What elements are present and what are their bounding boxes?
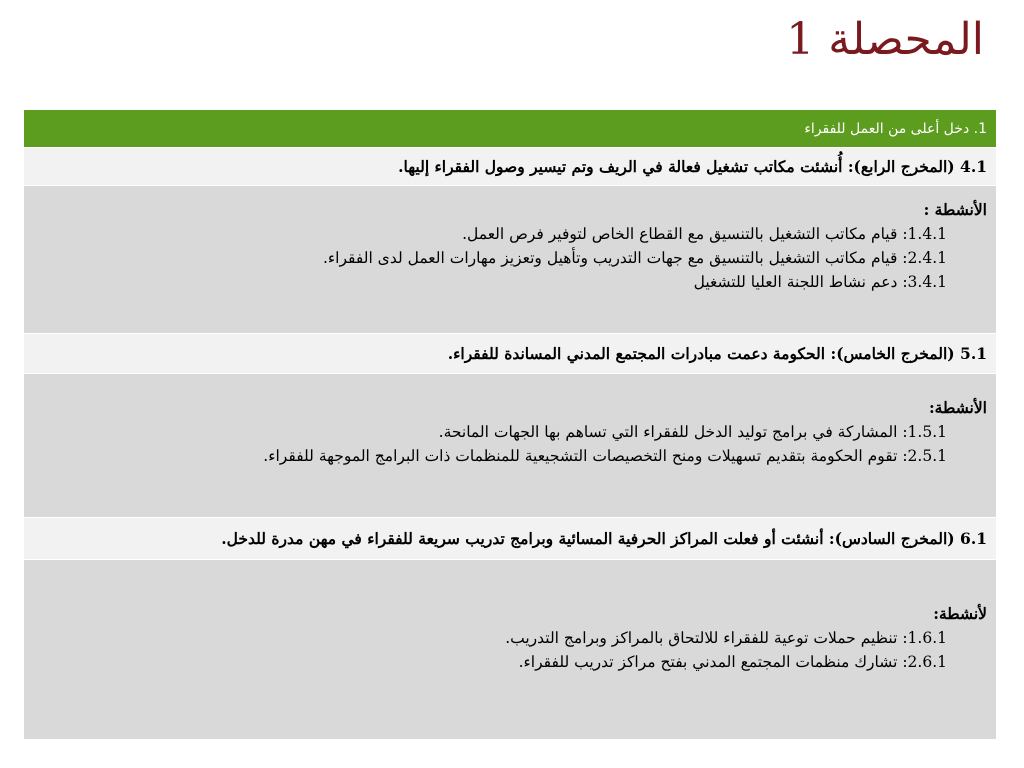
- activities-heading: لأنشطة:: [933, 604, 987, 623]
- output-text: 5.1 (المخرج الخامس): الحكومة دعمت مبادرات المجتمع المدني المساندة للفقراء.: [447, 344, 987, 363]
- activity-item: 3.4.1: دعم نشاط اللجنة العليا للتشغيل: [693, 273, 947, 291]
- output-row-6-1: [24, 518, 996, 560]
- activity-item: 2.6.1: تشارك منظمات المجتمع المدني بفتح مراكز تدريب للفقراء.: [518, 653, 947, 671]
- activities-row-6-1: [24, 560, 996, 740]
- output-text: 6.1 (المخرج السادس): أنشئت أو فعلت المراكز الحرفية المسائية وبرامج تدريب سريعة للفقراء في مهن مدرة للدخل.: [221, 529, 987, 548]
- activity-item: 2.5.1: تقوم الحكومة بتقديم تسهيلات ومنح التخصيصات التشجيعية للمنظمات ذات البرامج الموجهة للفقراء.: [263, 447, 947, 465]
- outcome-table: [24, 110, 996, 740]
- activity-item: 1.4.1: قيام مكاتب التشغيل بالتنسيق مع القطاع الخاص لتوفير فرص العمل.: [462, 225, 947, 243]
- table-header-row: [24, 110, 996, 148]
- activity-item: 1.5.1: المشاركة في برامج توليد الدخل للفقراء التي تساهم بها الجهات المانحة.: [438, 423, 947, 441]
- output-row-5-1: [24, 334, 996, 374]
- activities-row-5-1: [24, 374, 996, 518]
- slide-title: المحصلة 1: [786, 14, 984, 65]
- output-row-4-1: [24, 148, 996, 186]
- activity-item: 1.6.1: تنظيم حملات توعية للفقراء للالتحاق بالمراكز وبرامج التدريب.: [505, 629, 947, 647]
- activity-item: 2.4.1: قيام مكاتب التشغيل بالتنسيق مع جهات التدريب وتأهيل وتعزيز مهارات العمل لدى الفقراء.: [322, 249, 947, 267]
- activities-heading: الأنشطة :: [923, 200, 987, 219]
- outcome-header-text: 1. دخل أعلى من العمل للفقراء: [804, 120, 987, 137]
- activities-row-4-1: [24, 186, 996, 334]
- activities-heading: الأنشطة:: [928, 398, 987, 417]
- output-text: 4.1 (المخرج الرابع): أُنشئت مكاتب تشغيل فعالة في الريف وتم تيسير وصول الفقراء إليها.: [398, 157, 987, 176]
